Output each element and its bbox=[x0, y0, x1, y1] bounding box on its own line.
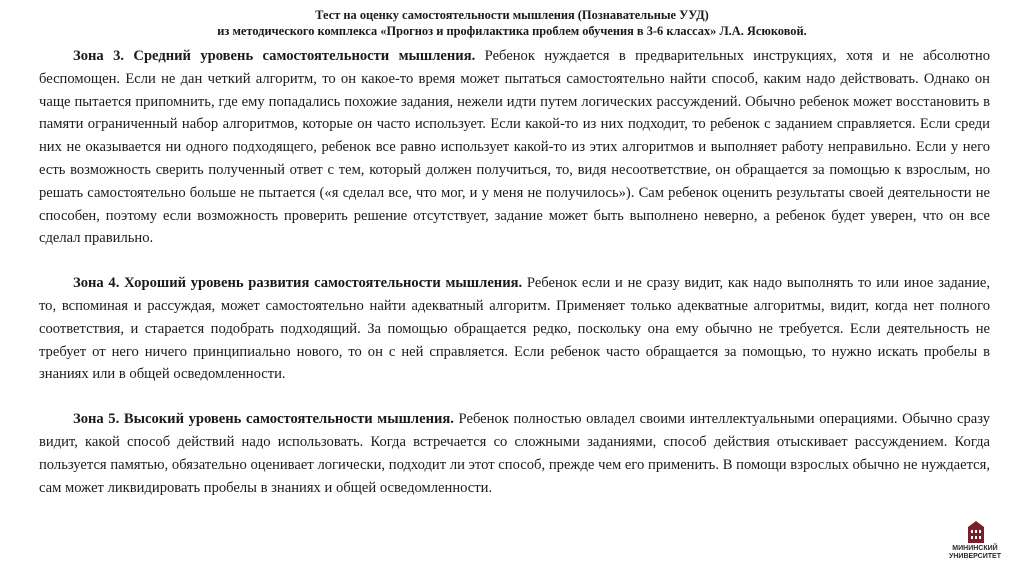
zone-5-paragraph bbox=[39, 408, 990, 499]
zones-content bbox=[39, 45, 990, 499]
zone-4-paragraph bbox=[39, 272, 990, 386]
zone-5-title: Зона 5. Высокий уровень самостоятельности мышления. bbox=[73, 411, 454, 428]
university-building-icon bbox=[968, 521, 984, 543]
zone-4-title: Зона 4. Хороший уровень развития самостоятельности мышления. bbox=[73, 275, 523, 292]
zone-4-text: Ребенок если и не сразу видит, как надо выполнять то или иное задание, то, вспоминая и рассуждая, может самостоятельно найти адекватный алгоритм. Применяет только адекватные алгоритмы, видит, когда нет полного соответствия, и старается подобрать подходящий. За помощью обращается редко, поскольку она ему обычно не требуется. Если деятельность не требует от него ничего принципиально нового, то он с ней справляется. Если ребенок часто обращается за помощью, то нужно искать пробелы в знаниях или в общей осведомленности. bbox=[39, 275, 991, 383]
header-source: из методического комплекса «Прогноз и профилактика проблем обучения в 3-6 классах» Л.А. Ясюковой. bbox=[217, 24, 807, 38]
zone-3-text: Ребенок нуждается в предварительных инструкциях, хотя и не абсолютно беспомощен. Если не дан четкий алгоритм, то он какое-то время может пытаться самостоятельно найти способ, каким надо действовать. Однако он чаще пытается припомнить, где ему попадались похожие задания, нежели идти путем логических рассуждений. Обычно ребенок может восстановить в памяти ограниченный набор алгоритмов, которые он часто использует. Если какой-то из них подходит, то ребенок с заданием справляется. Если среди них не оказывается ни одного подходящего, ребенок все равно использует какой-то из этих алгоритмов и выполняет работу неправильно. Если у него есть возможность сверить полученный ответ с тем, который должен получиться, то, видя несоответствие, он обращается за помощью к взрослым, но решать самостоятельно больше не пытается («я сделал все, что мог, и у меня не получилось»). Сам ребенок оценить результаты своей деятельности не способен, поэтому если возможность проверить решение отсутствует, задание может быть выполнено неверно, а ребенок будет уверен, что он все сделал правильно. bbox=[39, 48, 990, 247]
logo-line-1: МИНИНСКИЙ bbox=[952, 545, 998, 552]
university-logo bbox=[934, 521, 1016, 569]
header-title: Тест на оценку самостоятельности мышления (Познавательные УУД) bbox=[315, 8, 709, 22]
university-logo-text bbox=[934, 545, 1016, 561]
zone-3-paragraph bbox=[39, 45, 990, 250]
slide-header bbox=[0, 7, 1024, 39]
logo-line-2: УНИВЕРСИТЕТ bbox=[949, 553, 1001, 560]
zone-3-title: Зона 3. Средний уровень самостоятельности мышления. bbox=[73, 48, 476, 64]
zone-5-text: Ребенок полностью овладел своими интеллектуальными операциями. Обычно сразу видит, какой способ действий надо использовать. Когда встречается со сложными заданиями, способ действия отыскивает рассуждением. Когда пользуется памятью, обязательно оценивает логически, подходит ли этот способ, прежде чем его применить. В помощи взрослых обычно не нуждается, сам может ликвидировать пробелы в знаниях и общей осведомленности. bbox=[39, 411, 990, 496]
